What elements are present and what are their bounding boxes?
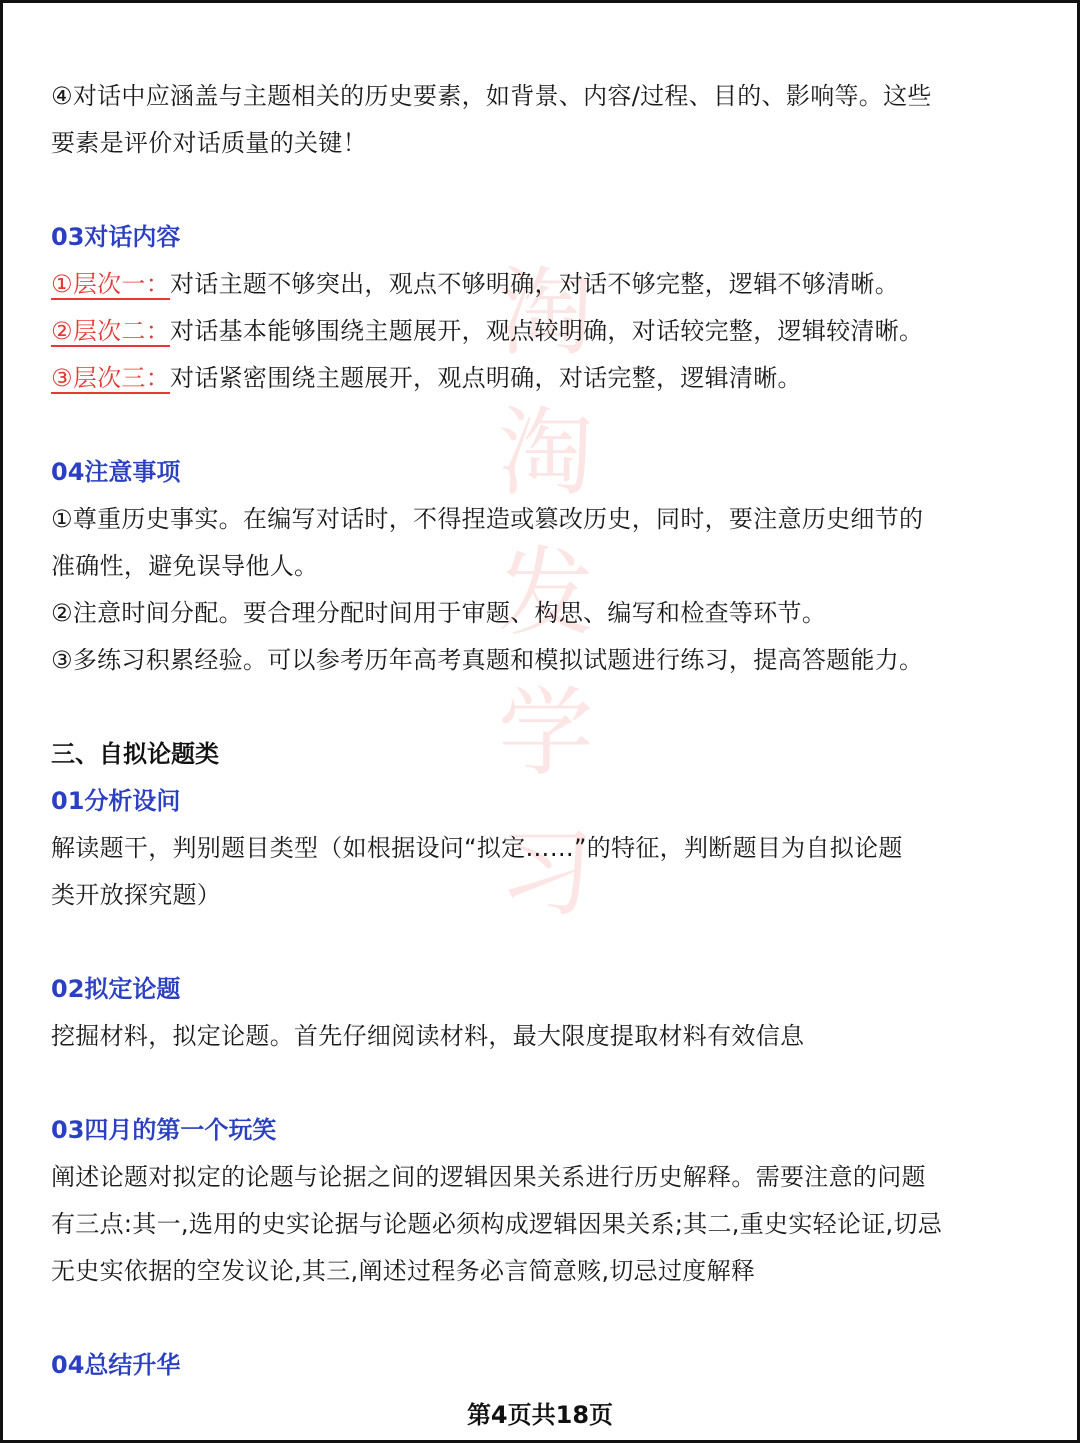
- april-line3: 无史实依据的空发议论,其三,阐述过程务必言简意赅,切忌过度解释: [51, 1257, 756, 1285]
- analysis-line2: 类开放探究题）: [51, 881, 222, 909]
- watermark-char: 淘: [498, 257, 594, 369]
- level-one-label: ①层次一：: [51, 270, 171, 298]
- april-line2: 有三点:其一,选用的史实论据与论题必须构成逻辑因果关系;其二,重史实轻论证,切忌: [51, 1210, 943, 1238]
- analysis-heading: 01分析设问: [51, 787, 181, 815]
- topic-line1: 挖掘材料，拟定论题。首先仔细阅读材料，最大限度提取材料有效信息: [51, 1022, 805, 1050]
- watermark-char: 学: [498, 677, 594, 789]
- notes-item1-line1: ①尊重历史事实。在编写对话时，不得捏造或篡改历史，同时，要注意历史细节的: [51, 505, 924, 533]
- summary-heading: 04总结升华: [51, 1351, 181, 1379]
- april-heading: 03四月的第一个玩笑: [51, 1116, 277, 1144]
- level-three-label: ③层次三：: [51, 364, 171, 392]
- notes-heading: 04注意事项: [51, 458, 181, 486]
- level-three-row: [51, 355, 1036, 402]
- section-three-title: 三、自拟论题类: [51, 740, 219, 768]
- page-indicator: 第4页共18页: [466, 1401, 614, 1429]
- intro-point4-line2: 要素是评价对话质量的关键！: [51, 129, 367, 157]
- notes-item1-line2: 准确性，避免误导他人。: [51, 552, 319, 580]
- document-body: [51, 73, 1036, 1389]
- analysis-line1: 解读题干，判别题目类型（如根据设问“拟定……”的特征，判断题目为自拟论题: [51, 834, 903, 862]
- level-one-row: [51, 261, 1036, 308]
- watermark-char: 发: [498, 537, 594, 649]
- level-one-text: 对话主题不够突出，观点不够明确，对话不够完整，逻辑不够清晰。: [170, 270, 900, 298]
- level-two-text: 对话基本能够围绕主题展开，观点较明确，对话较完整，逻辑较清晰。: [170, 317, 924, 345]
- april-line1: 阐述论题对拟定的论题与论据之间的逻辑因果关系进行历史解释。需要注意的问题: [51, 1163, 926, 1191]
- dialogue-content-heading: 03对话内容: [51, 223, 181, 251]
- topic-heading: 02拟定论题: [51, 975, 181, 1003]
- notes-item2: ②注意时间分配。要合理分配时间用于审题、构思、编写和检查等环节。: [51, 599, 827, 627]
- level-three-text: 对话紧密围绕主题展开，观点明确，对话完整，逻辑清晰。: [170, 364, 802, 392]
- watermark-char: 淘: [498, 397, 594, 509]
- intro-point4-line1: ④对话中应涵盖与主题相关的历史要素，如背景、内容/过程、目的、影响等。这些: [51, 82, 932, 110]
- level-two-label: ②层次二：: [51, 317, 171, 345]
- notes-item3: ③多练习积累经验。可以参考历年高考真题和模拟试题进行练习，提高答题能力。: [51, 646, 924, 674]
- watermark-char: 习: [498, 817, 594, 929]
- level-two-row: [51, 308, 1036, 355]
